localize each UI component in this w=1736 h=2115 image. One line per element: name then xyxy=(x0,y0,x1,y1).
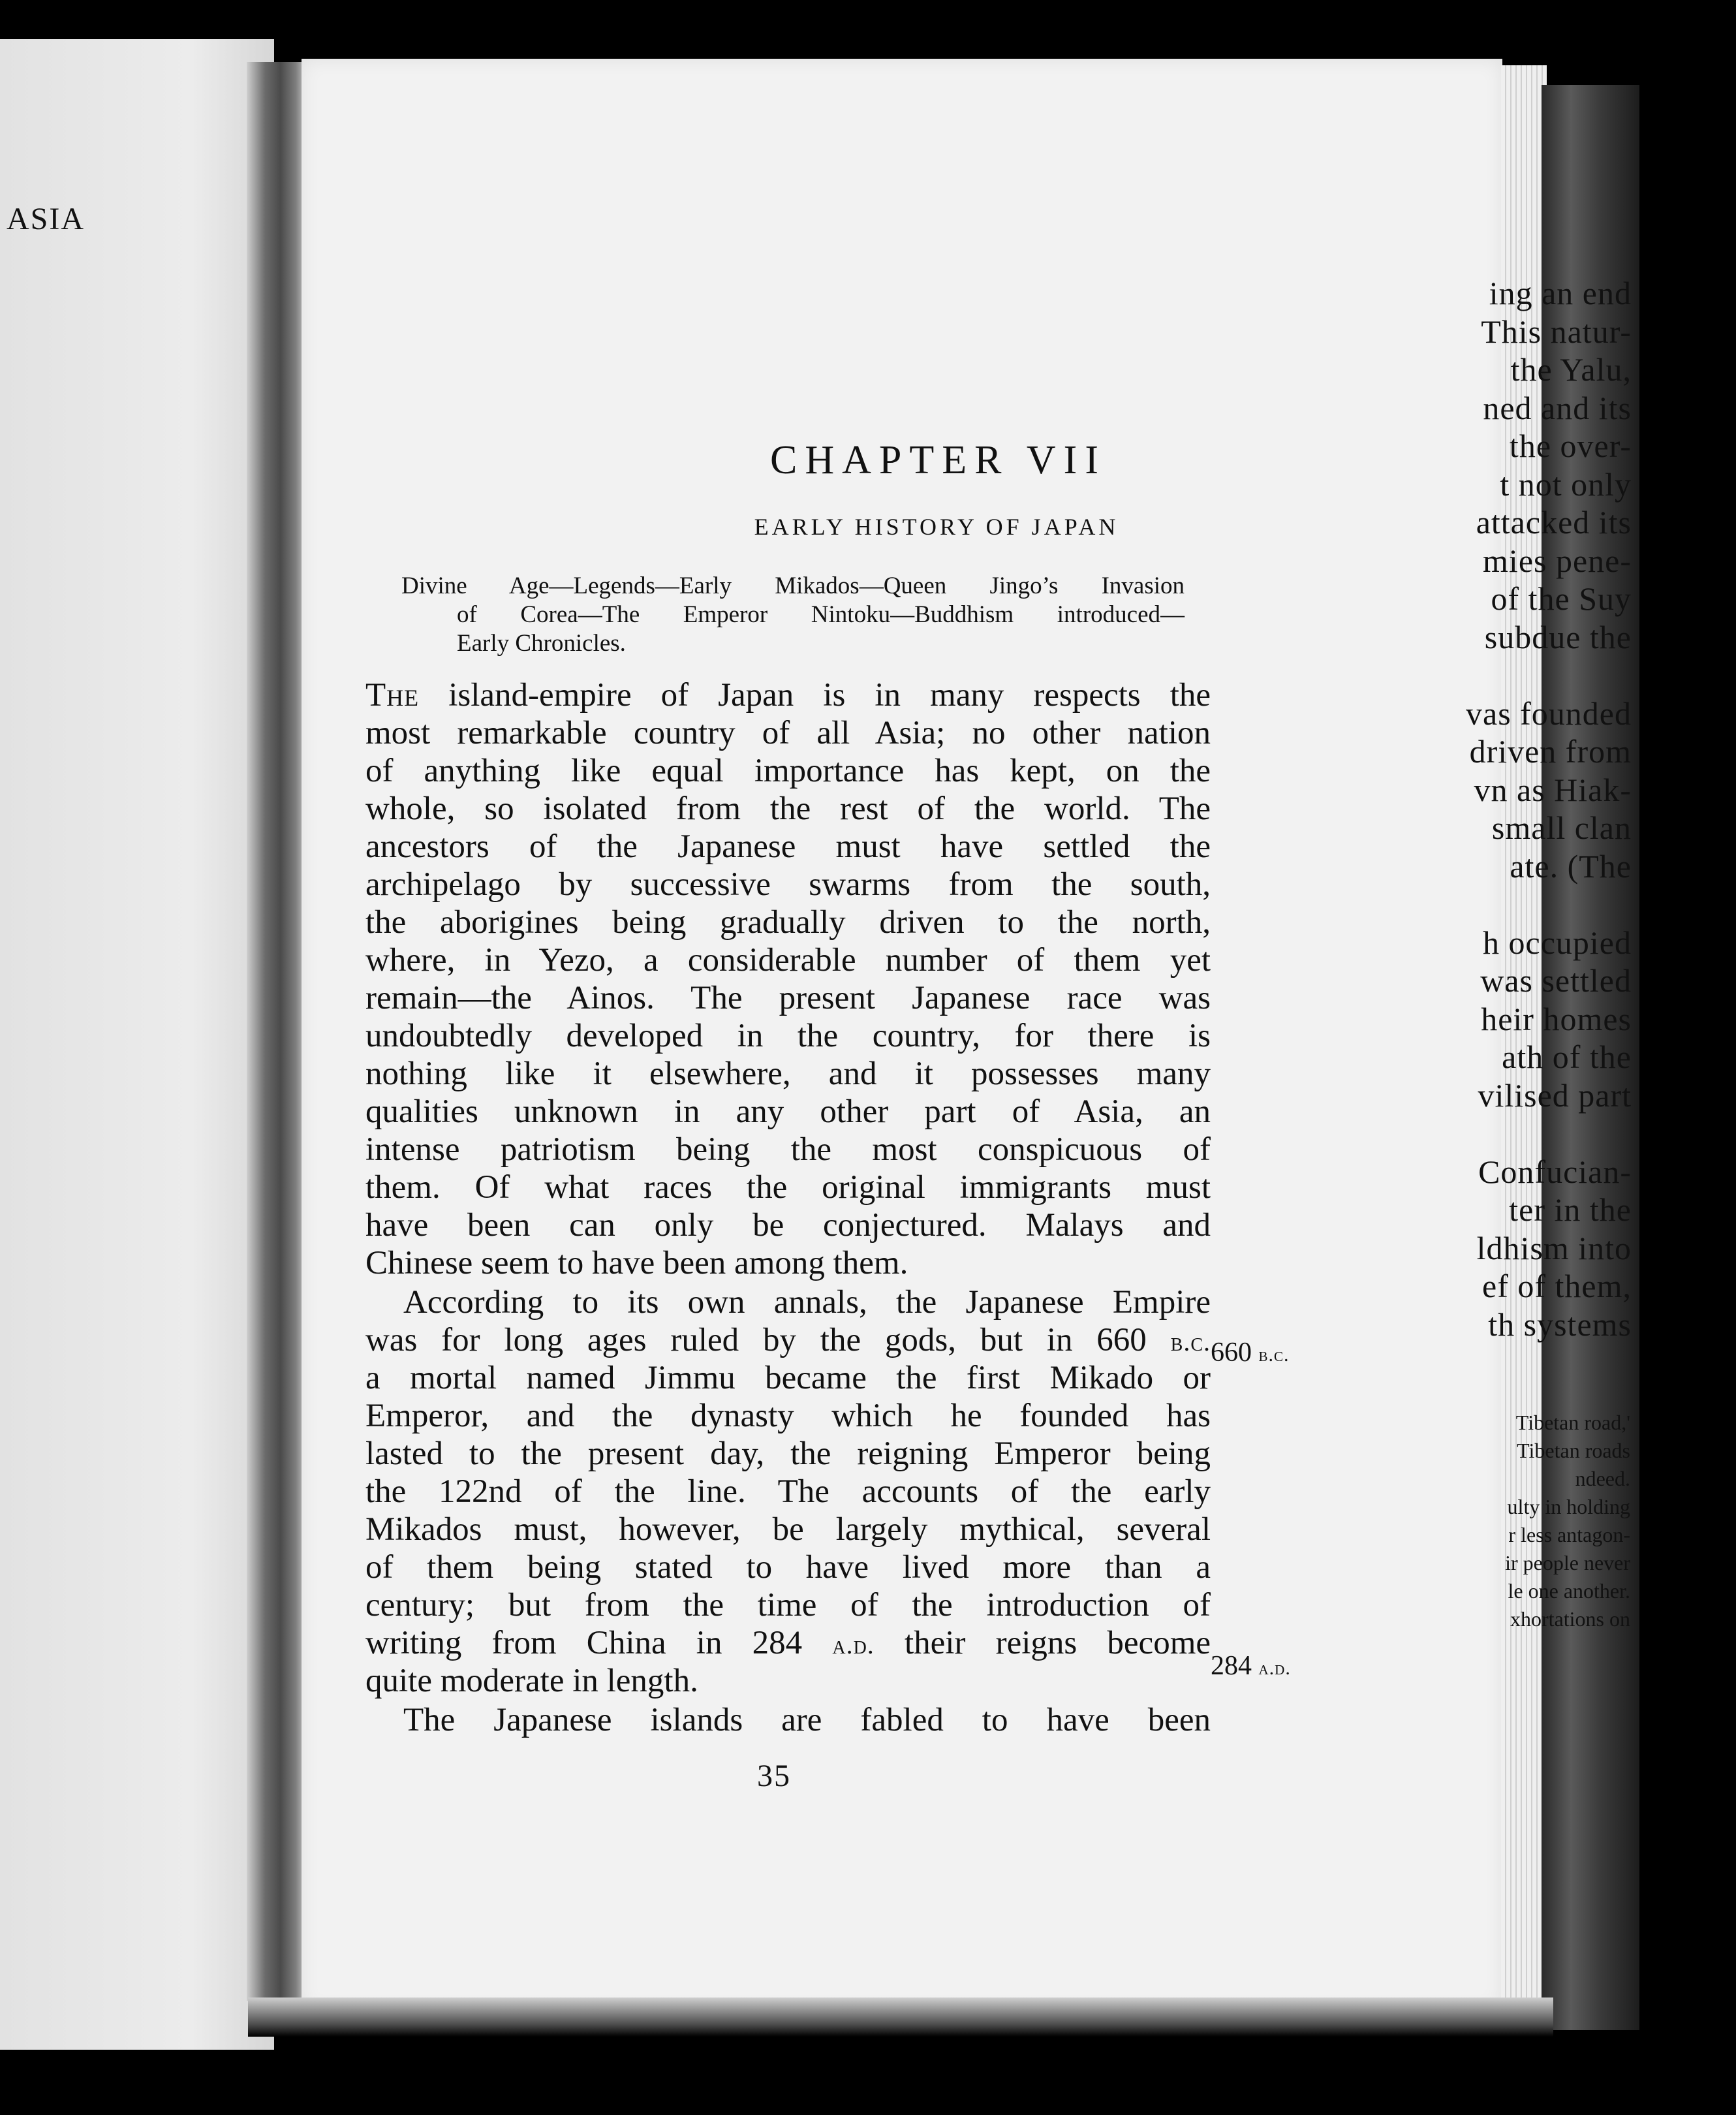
paragraph-line: was for long ages ruled by the gods, but in 660 b.c. xyxy=(365,1322,1211,1358)
paragraph-line: writing from China in 284 a.d. their reigns become xyxy=(365,1625,1211,1661)
paragraph-line: of them being stated to have lived more than a xyxy=(365,1549,1211,1586)
left-page-line: ldhism into xyxy=(1476,1229,1632,1266)
paragraph-line: the 122nd of the line. The accounts of the early xyxy=(365,1473,1211,1510)
paragraph-line: Emperor, and the dynasty which he founded has xyxy=(365,1398,1211,1434)
chapter-synopsis-line: of Corea—The Emperor Nintoku—Buddhism introduced— xyxy=(457,601,1185,628)
paragraph-line: nothing like it elsewhere, and it possesses many xyxy=(365,1056,1211,1092)
paragraph-line: qualities unknown in any other part of Asia, an xyxy=(365,1093,1211,1130)
paragraph-line: the aborigines being gradually driven to the north, xyxy=(365,904,1211,941)
left-page-line: ter in the xyxy=(1509,1191,1632,1228)
paragraph-line: remain—the Ainos. The present Japanese race was xyxy=(365,980,1211,1016)
chapter-title: CHAPTER VII xyxy=(770,438,1106,482)
left-page-line: small clan xyxy=(1491,809,1632,846)
paragraph-line: of anything like equal importance has kept, on the xyxy=(365,753,1211,789)
paragraph-line: a mortal named Jimmu became the first Mikado or xyxy=(365,1360,1211,1396)
bottom-shadow xyxy=(248,1998,1553,2037)
left-page-line: heir homes xyxy=(1481,1000,1632,1037)
paragraph-line: most remarkable country of all Asia; no other nation xyxy=(365,715,1211,751)
left-page-line: of the Suy xyxy=(1491,580,1632,617)
drop-word: The xyxy=(365,677,420,713)
paragraph-line: undoubtedly developed in the country, for there is xyxy=(365,1018,1211,1054)
paragraph-line: Mikados must, however, be largely mythical, several xyxy=(365,1511,1211,1548)
margin-note-date: 284 a.d. xyxy=(1211,1651,1291,1681)
left-page-line: was settled xyxy=(1480,962,1632,999)
paragraph-line: where, in Yezo, a considerable number of them yet xyxy=(365,942,1211,979)
left-page-line: This natur- xyxy=(1481,313,1632,350)
left-page-line: attacked its xyxy=(1476,504,1632,540)
left-page-header: ASIA xyxy=(7,202,85,236)
left-page-line: ing an end xyxy=(1489,275,1632,311)
footnote-line: ulty in holding xyxy=(1507,1495,1630,1518)
paragraph-line: archipelago by successive swarms from the south, xyxy=(365,866,1211,903)
left-page-line: ath of the xyxy=(1502,1039,1632,1075)
paragraph-line: century; but from the time of the introduction of xyxy=(365,1587,1211,1623)
paragraph-line: have been can only be conjectured. Malays and xyxy=(365,1207,1211,1244)
left-page-line: the Yalu, xyxy=(1510,351,1632,388)
book-gutter xyxy=(247,62,308,2001)
footnote-line: xhortations on xyxy=(1510,1607,1630,1631)
footnote-line: ndeed. xyxy=(1575,1467,1630,1490)
left-page-line: ate. (The xyxy=(1510,847,1632,885)
paragraph-line: Chinese seem to have been among them. xyxy=(365,1245,908,1281)
chapter-synopsis-line: Early Chronicles. xyxy=(457,630,626,657)
left-page-line: vilised part xyxy=(1478,1076,1632,1114)
footnote-line: ir people never xyxy=(1505,1551,1630,1574)
footnote-line: le one another. xyxy=(1508,1579,1630,1603)
paragraph-line: intense patriotism being the most conspicuous of xyxy=(365,1131,1211,1168)
chapter-subtitle: EARLY HISTORY OF JAPAN xyxy=(754,514,1119,540)
left-page-line: ned and its xyxy=(1483,389,1632,426)
footnote-line: Tibetan roads xyxy=(1517,1439,1630,1462)
left-page-line: th systems xyxy=(1488,1306,1632,1343)
footnote-line: r less antagon- xyxy=(1508,1523,1630,1546)
left-page-line: ef of them, xyxy=(1482,1268,1632,1304)
paragraph-line: lasted to the present day, the reigning Emperor being xyxy=(365,1435,1211,1472)
margin-note-date: 660 b.c. xyxy=(1211,1338,1290,1368)
footnote-line: Tibetan road,' xyxy=(1515,1411,1630,1434)
page-number: 35 xyxy=(757,1759,791,1793)
left-page-line: the over- xyxy=(1509,428,1632,464)
left-page-line: driven from xyxy=(1469,733,1632,770)
paragraph-line: According to its own annals, the Japanese Empire xyxy=(403,1284,1211,1321)
paragraph-line: whole, so isolated from the rest of the world. The xyxy=(365,791,1211,827)
left-page-line: Confucian- xyxy=(1478,1153,1632,1190)
chapter-synopsis-line: Divine Age—Legends—Early Mikados—Queen Jingo’s Invasion xyxy=(401,572,1185,599)
paragraph-line: them. Of what races the original immigrants must xyxy=(365,1169,1211,1206)
left-page-line: t not only xyxy=(1500,465,1632,503)
left-page-line: subdue the xyxy=(1484,618,1632,655)
left-page-line: vas founded xyxy=(1466,695,1632,732)
left-page-line: vn as Hiak- xyxy=(1474,771,1632,808)
paragraph-line: ancestors of the Japanese must have settled the xyxy=(365,828,1211,865)
paragraph-line: The island-empire of Japan is in many respects the xyxy=(365,677,1211,713)
left-page-line: mies pene- xyxy=(1483,542,1632,579)
left-page-line: h occupied xyxy=(1483,924,1632,961)
left-page xyxy=(0,39,274,2050)
paragraph-line: The Japanese islands are fabled to have been xyxy=(403,1702,1211,1738)
paragraph-line: quite moderate in length. xyxy=(365,1663,698,1699)
